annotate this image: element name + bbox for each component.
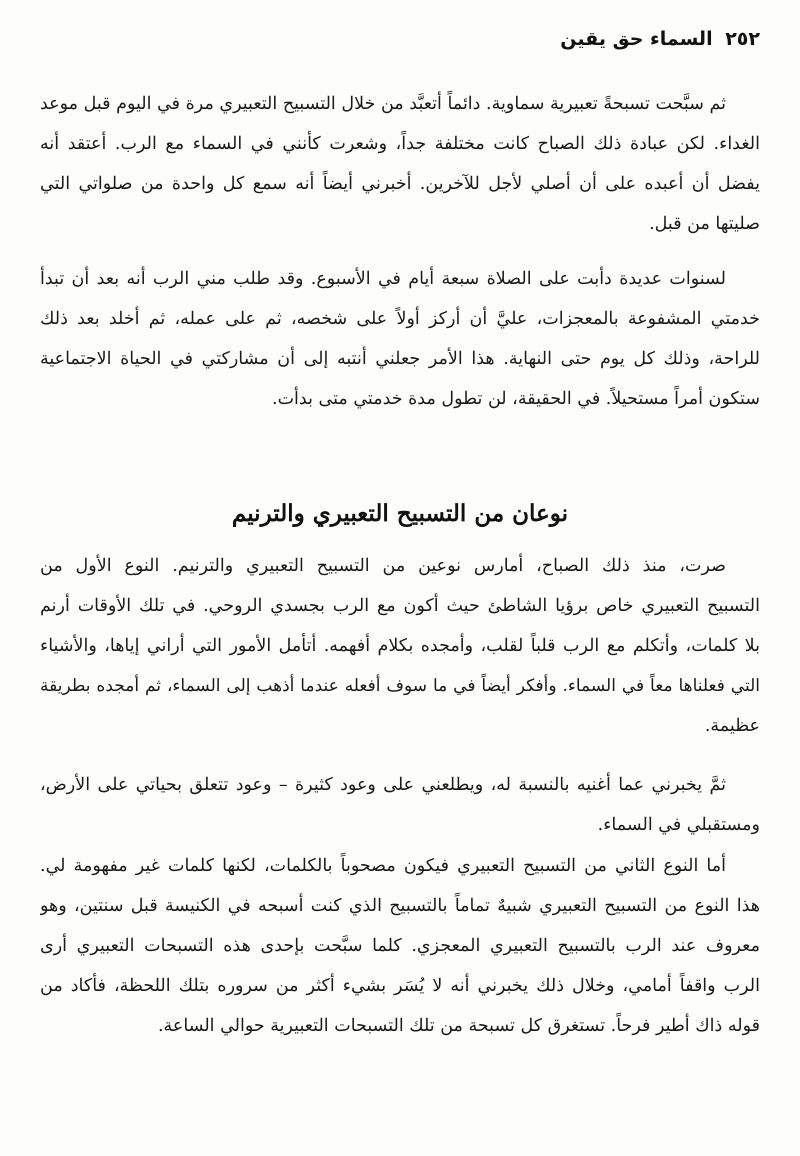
text-line: قوله ذاك أطير فرحاً. تستغرق كل تسبحة من تلك التسبحات التعبيرية حوالي الساعة.: [157, 1016, 760, 1036]
section-heading: نوعان من التسبيح التعبيري والترنيم: [231, 500, 569, 527]
text-line: للراحة، وذلك كل يوم حتى النهاية. هذا الأمر جعلني أنتبه إلى أن مشاركتي في الحياة الاجتماعية: [40, 349, 760, 369]
text-line: أما النوع الثاني من التسبيح التعبيري فيكون مصحوباً بالكلمات، لكنها كلمات غير مفهومة لي.: [40, 856, 726, 876]
text-line: صليتها من قبل.: [649, 214, 760, 234]
paragraph: [40, 259, 760, 419]
running-title: السماء حق يقين: [560, 28, 713, 50]
text-line: عظيمة.: [704, 716, 760, 736]
text-line: معروف عند الرب بالتسبيح التعبيري المعجزي. كلما سبَّحت بإحدى هذه التسبحات التعبيري أرى: [40, 936, 760, 956]
text-line: ومستقبلي في السماء.: [597, 815, 760, 835]
text-line: بلا كلمات، وأتكلم مع الرب قلباً لقلب، وأمجده بكلام أفهمه. أتأمل الأمور التي أراني إياها، والأشياء: [40, 636, 760, 656]
text-line: التسبيح التعبيري خاص برؤيا الشاطئ حيث أكون مع الرب بجسدي الروحي. في تلك الأوقات أرنم: [40, 596, 760, 616]
text-line: لسنوات عديدة دأبت على الصلاة سبعة أيام في الأسبوع. وقد طلب مني الرب أنه بعد أن تبدأ: [40, 269, 726, 289]
page-number: ٢٥٢: [725, 28, 760, 50]
paragraph: [40, 846, 760, 1046]
text-line: يفضل أن أعبده على أن أصلي لأجل للآخرين. أخبرني أيضاً أنه سمع كل واحدة من صلواتي التي: [40, 174, 760, 194]
text-line: ثمَّ يخبرني عما أغنيه بالنسبة له، ويطلعني على وعود كثيرة – وعود تتعلق بحياتي على الأرض،: [40, 775, 726, 795]
text-line: الرب واقفاً أمامي، وخلال ذلك يخبرني أنه لا يُسَر بشيء أكثر من سروره بتلك اللحظة، فأكاد من: [40, 976, 760, 996]
running-header: [554, 28, 760, 50]
paragraph: [40, 765, 760, 845]
paragraph: [40, 546, 760, 746]
text-line: ثم سبَّحت تسبحةً تعبيرية سماوية. دائماً أتعبَّد من خلال التسبيح التعبيري مرة في اليوم قبل موعد: [40, 94, 726, 114]
text-line: التي فعلناها معاً في السماء. وأفكر أيضاً في ما سوف أفعله عندما أذهب إلى السماء، ثم أمجده بطريقة: [40, 676, 760, 696]
text-line: ستكون أمراً مستحيلاً. في الحقيقة، لن تطول مدة خدمتي متى بدأت.: [272, 389, 760, 409]
text-line: الغداء. لكن عبادة ذلك الصباح كانت مختلفة جداً، وشعرت كأنني في السماء مع الرب. أعتقد أنه: [40, 134, 760, 154]
text-line: هذا النوع من التسبيح التعبيري شبيهٌ تماماً بالتسبيح الذي كنت أسبحه في الكنيسة قبل سنتين، وهو: [40, 896, 760, 916]
paragraph: [40, 84, 760, 244]
text-line: صرت، منذ ذلك الصباح، أمارس نوعين من التسبيح التعبيري والترنيم. النوع الأول من: [40, 556, 726, 576]
text-line: خدمتي المشفوعة بالمعجزات، عليَّ أن أركز أولاً على شخصه، ثم على عمله، ثم أخلد بعد ذلك: [40, 309, 760, 329]
